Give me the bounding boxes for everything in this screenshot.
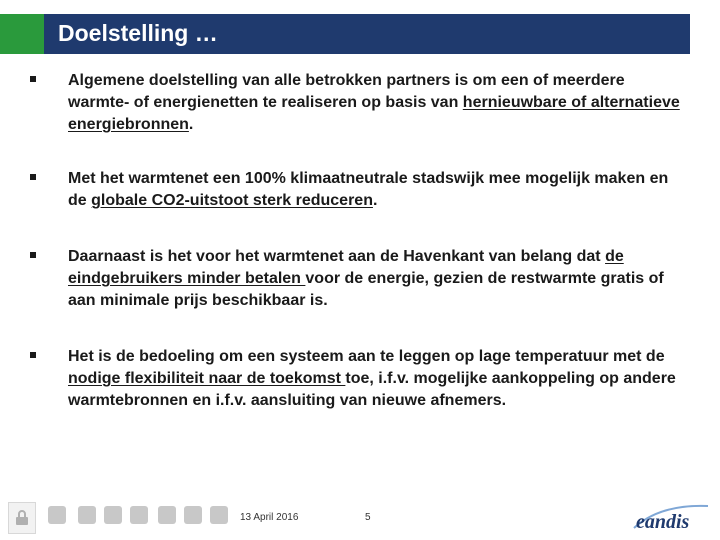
bullet-text-part: Met het warmtenet een 100% klimaatneutrale stadswijk mee mogelijk maken en de [68,170,669,209]
title-accent [0,14,44,54]
bullet-text-part: Algemene doelstelling van alle betrokken partners is om een of meerdere warmte- of energienetten te realiseren op basis van [68,72,625,111]
bullet-text-part: Het is de bedoeling om een systeem aan te leggen op lage temperatuur met de [68,348,665,365]
bullet-text-underlined: de eindgebruikers minder betalen [68,248,624,287]
bullet-text-part: . [372,192,378,209]
bullet-text [68,168,680,212]
partner-logo-icon [184,506,202,524]
bullet-marker [30,252,36,258]
bullet-text-part: toe, i.f.v. mogelijke aankoppeling op andere warmtebronnen en i.f.v. aansluiting van nieuwe afnemers. [68,370,676,409]
partner-logo-icon [78,506,96,524]
partner-logo-icon [104,506,122,524]
bullet-marker [30,352,36,358]
bullet-marker [30,174,36,180]
bullet-text [68,346,680,412]
partner-logo-icon [210,506,228,524]
lock-icon [8,502,36,534]
partner-logo-icon [158,506,176,524]
partner-logo-icon [48,506,66,524]
svg-text:eandis: eandis [636,511,690,533]
bullet-text-underlined: hernieuwbare of alternatieve energiebronnen [68,94,680,133]
partner-logo-icon [130,506,148,524]
bullet-marker [30,76,36,82]
page-number: 5 [365,512,371,523]
bullet-text-part: voor de energie, gezien de restwarmte gratis of aan minimale prijs beschikbaar is. [68,270,664,309]
slide-footer [0,494,720,540]
bullet-text [68,246,680,312]
eandis-logo [630,498,712,534]
bullet-text-underlined: globale CO2-uitstoot sterk reduceren [91,192,373,209]
bullet-text-part: . [188,116,194,133]
bullet-text [68,70,680,136]
bullet-text-underlined: nodige flexibiliteit naar de toekomst [68,370,346,387]
bullet-text-part: Daarnaast is het voor het warmtenet aan de Havenkant van belang dat [68,248,606,265]
title-bar [0,14,690,54]
slide-title: Doelstelling … [58,20,218,46]
footer-date: 13 April 2016 [240,512,299,523]
